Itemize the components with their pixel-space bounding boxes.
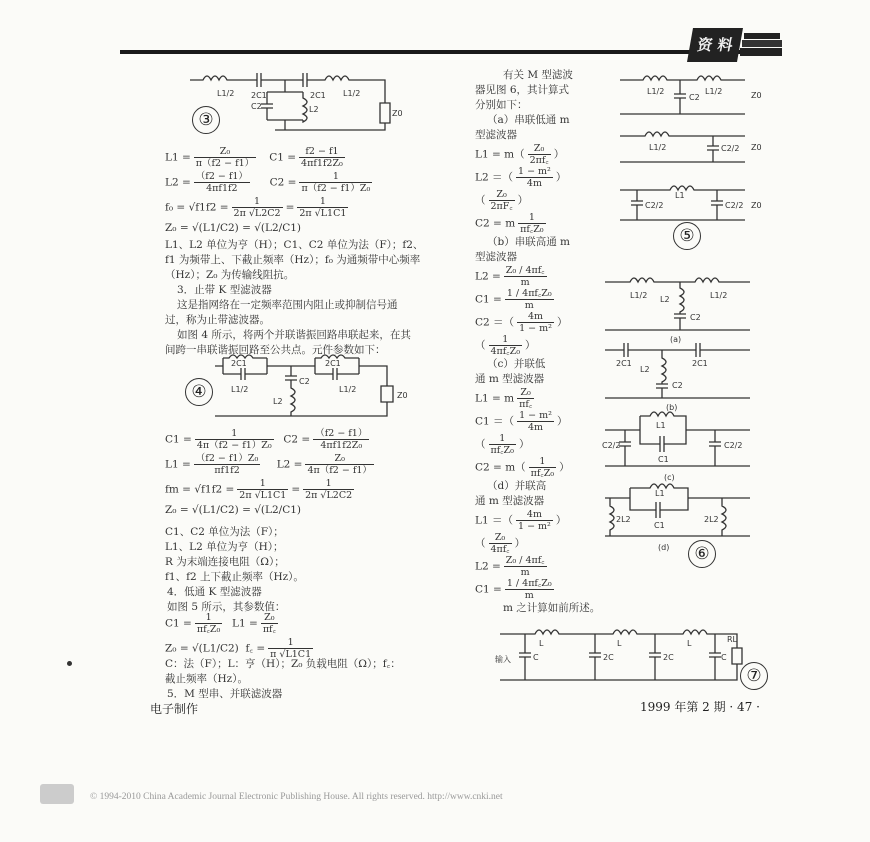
figure-5-circuits xyxy=(615,68,775,238)
header-rule xyxy=(120,50,760,54)
fig4-label: C2 xyxy=(299,377,310,386)
fig6-label: C1 xyxy=(658,455,669,464)
fig7-label: L xyxy=(687,639,692,648)
fig7-label: C xyxy=(721,653,727,662)
fig5-label: Z0 xyxy=(751,91,762,100)
figure-3-circuit xyxy=(185,68,415,148)
fig6-label: 2L2 xyxy=(616,515,631,524)
figure-5-number: ⑤ xyxy=(673,222,701,250)
figure-4-number: ④ xyxy=(185,378,213,406)
fig4-label: L1/2 xyxy=(231,385,249,394)
fig4-label: Z0 xyxy=(397,391,408,400)
fig4-label: L2 xyxy=(273,397,283,406)
left-column-bottom: C：法（F）；L：亨（H）；Z₀ 负载电阻（Ω）；f꜀： 截止频率（Hz）。 5．M 型串、并联滤波器 xyxy=(165,658,401,700)
right-column: 有关 M 型滤波 器见图 6，其计算式 分别如下： （a）串联低通 m 型滤波器 L1 = m（ $\frac{\text{Z₀}}{2\pi f꜀}$ ） L2 ＝（ $\frac{\text{1 − m²}}{4m}$ ） （ $\frac{\text{Z₀}}{2\pi F꜀}$ ） C2 = m $\frac{1}{\text{πf꜀Z₀}}$ （b）串联高通 m 型滤波器 L2 = $\frac{\text{Z₀ / 4πf꜀}}{m}$ C1 = $\frac{\text{1 / 4πf꜀Z₀}}{m}$ C2 ＝（ $\frac{4m}{\text{1 − m²}}$ ） （ $\frac{1}{\text{4πf꜀Z₀}}$ ） （c）并联低 通 m 型滤波器 L1 = m $\frac{\text{Z₀}}{\pi f꜀}$ C1 ＝（ $\frac{\text{1 − m²}}{4m}$ ） （ $\frac{1}{\text{πf꜀Z₀}}$ ） C2 = m（ $\frac{1}{\text{πf꜀Z₀}}$ ） （d）并联高 通 m 型滤波器 L1 ＝（ $\frac{4m}{\text{1 − m²}}$ ） （ $\frac{\text{Z₀}}{4\pi f꜀}$ ） L2 = $\frac{\text{Z₀ / 4πf꜀}}{m}$ C1 = $\frac{\text{1 / 4πf꜀Z₀}}{m}$ m 之计算如前所述。 xyxy=(475,69,601,614)
fig6-label: C2 xyxy=(690,313,701,322)
figure-7-circuit xyxy=(495,622,750,692)
left-column-para1: L1、L2 单位为亨（H）；C1、C2 单位为法（F）；f2、 f1 为频带上、下截止频率（Hz）；f₀ 为通频带中心频率 （Hz）；Z₀ 为传输线阻抗。 3．止带 K 型滤波器 这是指网络在一定频率范围内阻止或抑制信号通 过，称为止带滤波器。 如图 4 所示，将两个并联谐振回路串联起来，在其 间跨一串联谐振回路至公共点。元件参数如下： xyxy=(165,239,424,356)
fig7-label: 输入 xyxy=(495,655,511,664)
fig5-label: C2 xyxy=(689,93,700,102)
fig3-label: 2C1 xyxy=(251,91,267,100)
fig5-label: L1/2 xyxy=(647,87,665,96)
fig7-label: 2C xyxy=(663,653,674,662)
fig3-label: 2C1 xyxy=(310,91,326,100)
fig4-label: 2C1 xyxy=(325,359,341,368)
fig6-label: (d) xyxy=(658,543,670,552)
fig6-label: L1 xyxy=(655,489,665,498)
left-column-lowpass: C1 = $\frac{1}{\text{πf꜀Z₀}}$ L1 = $\frac{\text{Z₀}}{\pi f꜀}$ Z₀ = √(L1/C2) f꜀ = $\frac{1}{\pi √L1C1}$ xyxy=(165,612,312,660)
fig5-label: C2/2 xyxy=(725,201,744,210)
fig5-label: C2/2 xyxy=(721,144,740,153)
fig6-label: C2 xyxy=(672,381,683,390)
fig6-label: L2 xyxy=(660,295,670,304)
page-info: 1999 年第 2 期 · 47 · xyxy=(640,700,760,714)
fig3-label: L1/2 xyxy=(217,89,235,98)
fig3-label: L2 xyxy=(309,105,319,114)
margin-bullet xyxy=(67,661,72,666)
figure-4-circuit xyxy=(215,352,415,422)
books-icon xyxy=(738,30,786,60)
fig7-label: C xyxy=(533,653,539,662)
left-column-mid: C1 = $\frac{1}{\text{4π（f2 − f1）Z₀}}$ C2 = $\frac{(f2 - f1)}{\text{4πf1f2Z₀}}$ L1 = $\frac{\text{（f2 − f1）Z₀}}{\pi f1f2}$ L2 = $\frac{\text{Z₀}}{4\pi(f2 - f1)}$ fm = √f1f2 = $\frac{1}{2\pi √L1C1}$ = $\frac{1}{2\pi √L2C2}$ Z₀ = √(L1/C2) = √(L2/C1) xyxy=(165,428,372,516)
left-column-para2: C1、C2 单位为法（F）； L1、L2 单位为亨（H）； R 为末端连接电阻（Ω）； f1、f2 上下截止频率（Hz）。 4．低通 K 型滤波器 如图 5 所示，其参数值： xyxy=(165,526,304,613)
fig7-label: L xyxy=(539,639,544,648)
cnki-logo-icon xyxy=(40,784,74,804)
fig5-label: L1/2 xyxy=(705,87,723,96)
figure-6-circuits xyxy=(600,270,760,555)
fig5-label: Z0 xyxy=(751,201,762,210)
fig6-label: (c) xyxy=(664,473,675,482)
fig6-label: L1/2 xyxy=(710,291,728,300)
fig5-label: Z0 xyxy=(751,143,762,152)
fig3-label: C2 xyxy=(251,102,262,111)
fig4-label: L1/2 xyxy=(339,385,357,394)
figure-6-number: ⑥ xyxy=(688,540,716,568)
fig6-label: L1 xyxy=(656,421,666,430)
fig7-label: L xyxy=(617,639,622,648)
fig5-label: L1/2 xyxy=(649,143,667,152)
fig7-label: 2C xyxy=(603,653,614,662)
fig6-label: (a) xyxy=(670,335,682,344)
figure-3-number: ③ xyxy=(192,106,220,134)
fig6-label: 2C1 xyxy=(616,359,632,368)
section-tag: 资 料 xyxy=(687,28,743,62)
fig6-label: C1 xyxy=(654,521,665,530)
fig6-label: L2 xyxy=(640,365,650,374)
fig6-label: C2/2 xyxy=(602,441,621,450)
fig6-label: 2L2 xyxy=(704,515,719,524)
copyright-notice: © 1994-2010 China Academic Journal Electronic Publishing House. All rights reserved. http://www.cnki.net xyxy=(90,792,503,802)
fig5-label: L1 xyxy=(675,191,685,200)
fig3-label: Z0 xyxy=(392,109,403,118)
figure-7-number: ⑦ xyxy=(740,662,768,690)
journal-name: 电子制作 xyxy=(150,702,199,716)
left-column-top: L1 = $\frac{\text{Z₀}}{\pi(f2 - f1)}$ C1 = $\frac{f2 - f1}{\text{4πf1f2Z₀}}$ L2 = $\frac{(f2 - f1)}{4\pi f1f2}$ C2 = $\frac{1}{\text{π（f2 − f1）Z₀}}$ f₀ = √f1f2 = $\frac{1}{2\pi √L2C2}$ = $\frac{1}{2\pi √L1C1}$ Z₀ = √(L1/C2) = √(L2/C1) xyxy=(165,146,371,234)
fig4-label: 2C1 xyxy=(231,359,247,368)
fig6-label: L1/2 xyxy=(630,291,648,300)
fig6-label: (b) xyxy=(666,403,678,412)
fig7-label: RL xyxy=(727,635,738,644)
fig5-label: C2/2 xyxy=(645,201,664,210)
fig3-label: L1/2 xyxy=(343,89,361,98)
fig6-label: C2/2 xyxy=(724,441,743,450)
fig6-label: 2C1 xyxy=(692,359,708,368)
